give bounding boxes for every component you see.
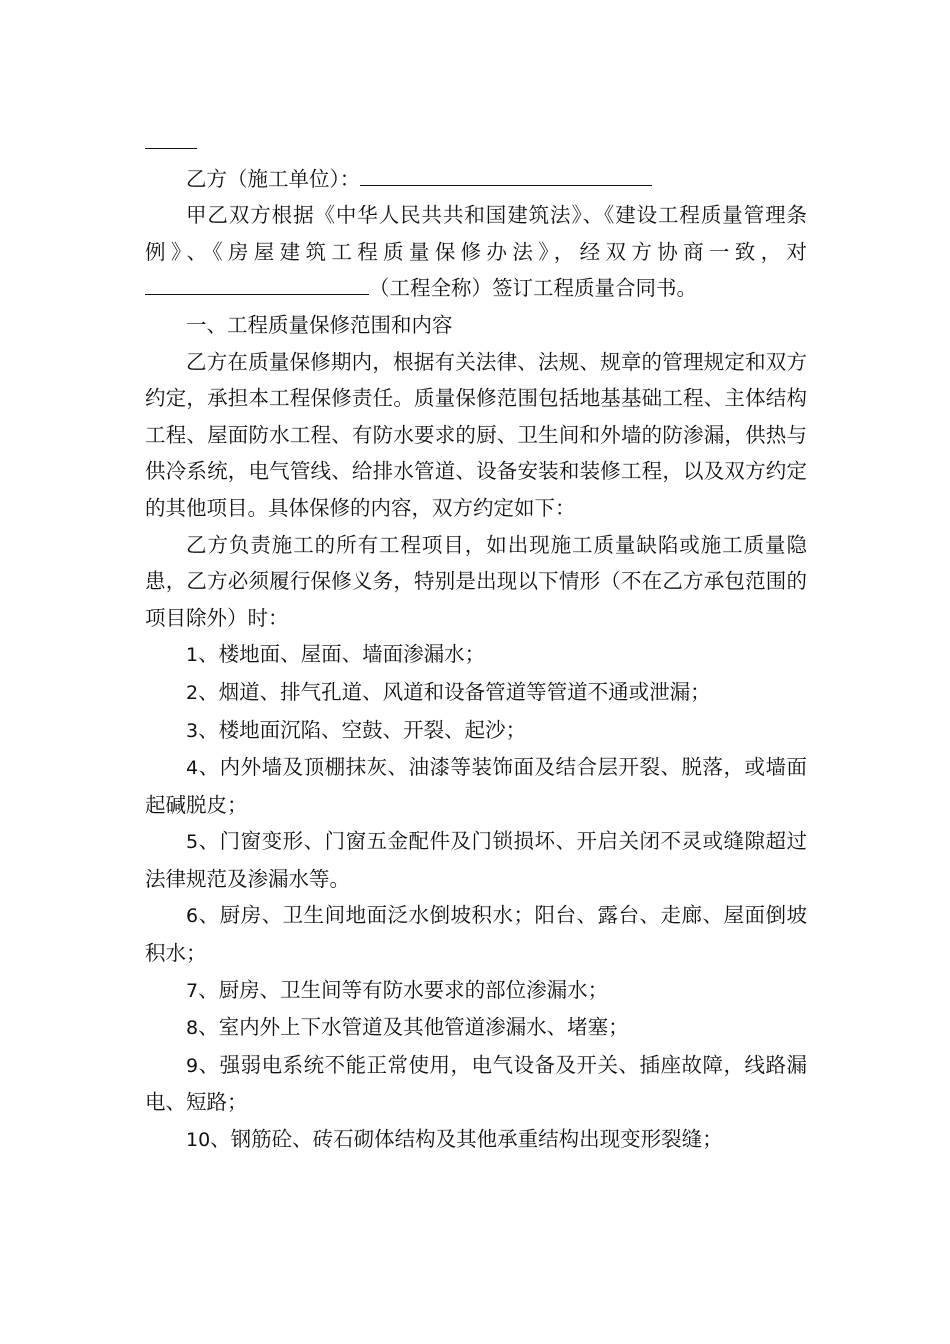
intro-paragraph	[145, 197, 807, 307]
document-page	[145, 124, 807, 1159]
list-item-number: 2	[186, 681, 199, 704]
list-item-text: 、强弱电系统不能正常使用，电气设备及开关、插座故障，线路漏电、短路；	[145, 1052, 807, 1115]
intro-prefix: 甲乙双方根据《中华人民共共和国建筑法》、《建设工程质量管理条例》、《房屋建筑工程质量保修办法》，经双方协商一致，对	[145, 203, 807, 264]
list-item-text: 、厨房、卫生间地面泛水倒坡积水；阳台、露台、走廊、屋面倒坡积水；	[145, 903, 807, 966]
list-item-text: 、门窗变形、门窗五金配件及门锁损坏、开启关闭不灵或缝隙超过法律规范及渗漏水等。	[145, 829, 807, 891]
list-item	[145, 1121, 807, 1159]
list-item-number: 1	[186, 644, 199, 667]
section-one-heading: 一、工程质量保修范围和内容	[186, 312, 453, 337]
list-item-text: 、楼地面、屋面、墙面渗漏水；	[198, 642, 486, 667]
intro-suffix: （工程全称）签订工程质量合同书。	[369, 276, 697, 301]
list-item-number: 9	[186, 1054, 199, 1077]
list-item	[145, 674, 807, 712]
list-item-number: 3	[186, 719, 199, 742]
list-item-text: 、室内外上下水管道及其他管道渗漏水、堵塞；	[198, 1015, 629, 1040]
scope-paragraph: 乙方在质量保修期内，根据有关法律、法规、规章的管理规定和双方约定，承担本工程保修责任。质量保修范围包括地基基础工程、主体结构工程、屋面防水工程、有防水要求的厨、卫生间和外墙的防渗漏，供热与供冷系统，电气管线、给排水管道、设备安装和装修工程，以及双方约定的其他项目。具体保修的内容，双方约定如下：	[145, 349, 807, 520]
list-item	[145, 972, 807, 1010]
list-item-text: 、内外墙及顶棚抹灰、油漆等装饰面及结合层开裂、脱落，或墙面起碱脱皮；	[145, 755, 807, 817]
list-item	[145, 1047, 807, 1121]
list-item	[145, 897, 807, 971]
list-item-text: 、楼地面沉陷、空鼓、开裂、起沙；	[198, 717, 527, 742]
fill-blank	[145, 130, 197, 149]
list-item-number: 4	[186, 757, 199, 780]
party-b-line	[145, 161, 807, 198]
list-item	[145, 749, 807, 823]
project-name-fill-blank	[145, 276, 369, 295]
list-item-number: 6	[186, 905, 199, 928]
list-item-text: 、钢筋砼、砖石砌体结构及其他承重结构出现变形裂缝；	[210, 1127, 723, 1152]
list-item	[145, 712, 807, 750]
list-item	[145, 636, 807, 674]
list-item-text: 、厨房、卫生间等有防水要求的部位渗漏水；	[198, 977, 609, 1002]
list-item	[145, 823, 807, 897]
top-fill-blank-line	[145, 124, 807, 161]
list-item-number: 10	[186, 1129, 211, 1152]
list-item-text: 、烟道、排气孔道、风道和设备管道等管道不通或泄漏；	[198, 679, 711, 704]
party-b-label: 乙方（施工单位）：	[186, 166, 361, 191]
duty-paragraph: 乙方负责施工的所有工程项目，如出现施工质量缺陷或施工质量隐患，乙方必须履行保修义务，特别是出现以下情形（不在乙方承包范围的项目除外）时：	[145, 532, 807, 630]
party-b-fill-blank	[360, 166, 652, 185]
list-item-number: 7	[186, 979, 199, 1002]
list-item-number: 8	[186, 1017, 199, 1040]
list-item-number: 5	[186, 831, 199, 854]
list-item	[145, 1009, 807, 1047]
